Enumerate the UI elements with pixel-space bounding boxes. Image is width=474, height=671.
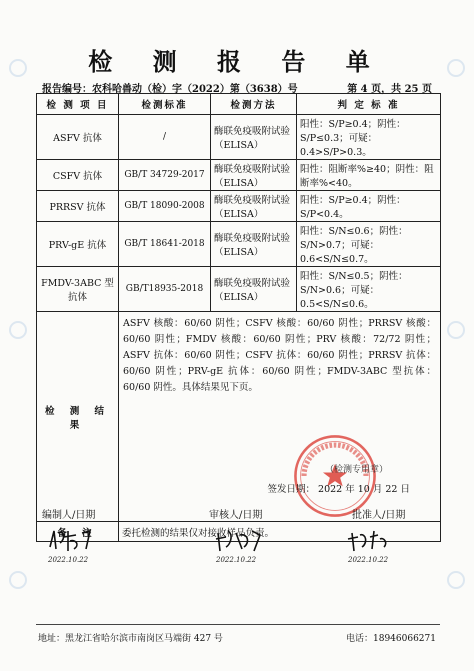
watermark-logo-icon xyxy=(446,58,466,78)
table-header-row xyxy=(37,94,441,115)
seal-label: （检测专用章） xyxy=(324,465,388,475)
issue-date: 签发日期： 2022 年 10 月 22 日 xyxy=(267,484,410,495)
table-row xyxy=(37,222,441,267)
conclusion-row xyxy=(37,312,441,522)
cell-standard: GB/T 18641-2018 xyxy=(119,222,211,267)
header-criteria: 判 定 标 准 xyxy=(297,94,441,115)
remark-label: 备 注 xyxy=(37,522,119,542)
cell-standard: GB/T 18090-2008 xyxy=(119,191,211,222)
conclusion-text: ASFV 核酸：60/60 阴性；CSFV 核酸：60/60 阴性；PRRSV 核酸：60/60 阴性；FMDV 核酸：60/60 阴性；PRV 核酸：72/72 阴性；ASFV 抗体：60/60 阴性；CSFV 抗体：60/60 阴性；PRRSV 抗体：60/60 阴性；PRV-gE 抗体：60/60 阴性；FMDV-3ABC 型抗体：60/60 阴性。具体结果见下页。 xyxy=(123,318,436,393)
cell-criteria: 阳性：阻断率%≥40；阴性：阻断率%<40。 xyxy=(297,160,441,191)
compiler-signature xyxy=(46,525,98,555)
watermark-logo-icon xyxy=(8,570,28,590)
cell-item: PRRSV 抗体 xyxy=(37,191,119,222)
compiler-date: 2022.10.22 xyxy=(48,556,89,564)
cell-standard: / xyxy=(119,115,211,160)
table-row xyxy=(37,267,441,312)
header-method: 检测方法 xyxy=(211,94,297,115)
table-row xyxy=(37,160,441,191)
cell-method: 酶联免疫吸附试验（ELISA） xyxy=(211,267,297,312)
watermark-logo-icon xyxy=(8,58,28,78)
cell-criteria: 阳性：S/N≤0.6；阴性：S/N>0.7；可疑：0.6<S/N≤0.7。 xyxy=(297,222,441,267)
reviewer-date: 2022.10.22 xyxy=(216,556,257,564)
report-title: 检 测 报 告 单 xyxy=(88,47,386,76)
conclusion-cell xyxy=(119,312,441,522)
cell-item: PRV-gE 抗体 xyxy=(37,222,119,267)
report-number: 报告编号：农科哈兽动（检）字（2022）第（3638）号 xyxy=(42,84,298,95)
reviewer-signature xyxy=(214,525,266,555)
footer-phone: 电话：18946066271 xyxy=(346,634,436,644)
cell-method: 酶联免疫吸附试验（ELISA） xyxy=(211,222,297,267)
cell-method: 酶联免疫吸附试验（ELISA） xyxy=(211,160,297,191)
approver-date: 2022.10.22 xyxy=(348,556,389,564)
cell-criteria: 阳性：S/N≤0.5；阴性：S/N>0.6；可疑：0.5<S/N≤0.6。 xyxy=(297,267,441,312)
approver-signature xyxy=(344,525,392,555)
watermark-logo-icon xyxy=(8,320,28,340)
watermark-logo-icon xyxy=(446,320,466,340)
cell-item: FMDV-3ABC 型抗体 xyxy=(37,267,119,312)
cell-standard: GB/T18935-2018 xyxy=(119,267,211,312)
test-report-table xyxy=(36,93,441,542)
cell-method: 酶联免疫吸附试验（ELISA） xyxy=(211,191,297,222)
table-row xyxy=(37,191,441,222)
footer-address: 地址：黑龙江省哈尔滨市南岗区马端街 427 号 xyxy=(38,634,223,644)
remark-text: 委托检测的结果仅对接收样品负责。 xyxy=(119,522,441,542)
footer-divider xyxy=(36,624,440,625)
conclusion-label: 检 测 结 果 xyxy=(37,312,119,522)
header-standard: 检测标准 xyxy=(119,94,211,115)
cell-criteria: 阳性：S/P≥0.4；阴性：S/P<0.4。 xyxy=(297,191,441,222)
cell-method: 酶联免疫吸附试验（ELISA） xyxy=(211,115,297,160)
header-item: 检 测 项 目 xyxy=(37,94,119,115)
compiler-label: 编制人/日期 xyxy=(42,510,96,521)
reviewer-label: 审核人/日期 xyxy=(209,510,263,521)
cell-criteria: 阳性：S/P≥0.4；阴性：S/P≤0.3；可疑：0.4>S/P>0.3。 xyxy=(297,115,441,160)
watermark-logo-icon xyxy=(446,570,466,590)
cell-item: CSFV 抗体 xyxy=(37,160,119,191)
table-row xyxy=(37,115,441,160)
cell-standard: GB/T 34729-2017 xyxy=(119,160,211,191)
approver-label: 批准人/日期 xyxy=(352,510,406,521)
page-number: 第 4 页，共 25 页 xyxy=(347,84,432,95)
cell-item: ASFV 抗体 xyxy=(37,115,119,160)
